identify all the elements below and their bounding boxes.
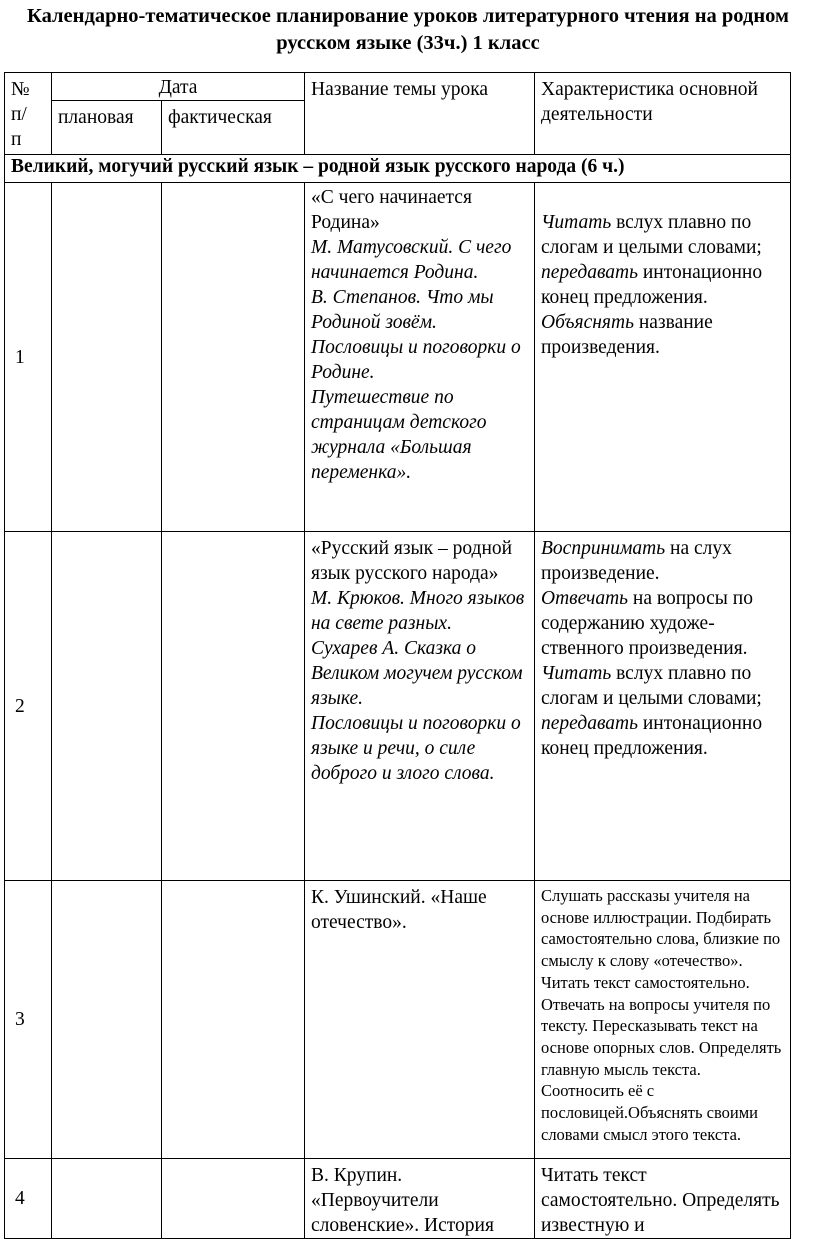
lesson-plan-table — [4, 72, 791, 1239]
document-title-line-1: Календарно-тематическое планирование уроков литературного чтения на родном — [27, 5, 789, 27]
row-actual-date — [162, 881, 305, 1159]
activity-text: название произведения. — [541, 312, 713, 358]
header-cell-date: Дата — [52, 73, 305, 101]
activity-text: вслух плавно по слогам и целыми словами; — [541, 663, 762, 709]
header-number-line-2: п/ — [11, 104, 27, 125]
header-number-line-1: № — [11, 79, 30, 100]
section-row — [5, 155, 791, 183]
row-activity: Слушать рассказы учителя на основе иллюстрации. Подбирать самостоятельно слова, близкие по смыслу к слову «отечество». Читать текст самостоятельно. Отвечать на вопросы учителя по тексту. Пересказывать текст на основе опорных слов. Определять главную мысль текста. Соотносить её с пословицей.Объяснять своими словами смысл этого текста. — [535, 881, 791, 1159]
topic-line: М. Крюков. Много языков на свете разных. — [311, 588, 525, 634]
topic-line: В. Крупин. «Первоучители словенские». История — [311, 1165, 494, 1236]
row-activity — [535, 532, 791, 881]
row-planned-date — [52, 183, 162, 532]
activity-verb: Читать — [541, 212, 612, 233]
activity-verb: Читать — [541, 663, 612, 684]
row-planned-date — [52, 532, 162, 881]
row-topic — [305, 532, 535, 881]
topic-line: М. Матусовский. С чего начинается Родина. — [311, 237, 512, 283]
row-topic — [305, 881, 535, 1159]
document-title-line-2: русском языке (33ч.) 1 класс — [276, 32, 540, 54]
row-activity — [535, 183, 791, 532]
row-topic — [305, 1159, 535, 1239]
activity-verb: Воспринимать — [541, 538, 666, 559]
document-title — [0, 3, 816, 57]
table-row — [5, 532, 791, 881]
row-planned-date — [52, 881, 162, 1159]
section-heading: Великий, могучий русский язык – родной язык русского народа (6 ч.) — [5, 155, 791, 183]
row-number: 4 — [5, 1159, 52, 1239]
row-number: 2 — [5, 532, 52, 881]
activity-verb: передавать — [541, 713, 638, 734]
header-cell-planned: плановая — [52, 101, 162, 155]
activity-verb: передавать — [541, 262, 638, 283]
topic-line: В. Степанов. Что мы Родиной зовём. — [311, 287, 494, 333]
activity-paragraph — [541, 661, 784, 761]
table-row — [5, 1159, 791, 1239]
activity-paragraph — [541, 536, 784, 586]
topic-line: К. Ушинский. «Наше отечество». — [311, 887, 487, 933]
activity-text: на вопросы по содержанию художе-ственного произведения. — [541, 588, 753, 659]
table-row — [5, 183, 791, 532]
header-cell-activity: Характеристика основной деятельности — [535, 73, 791, 155]
activity-verb: Отвечать — [541, 588, 629, 609]
header-cell-topic: Название темы урока — [305, 73, 535, 155]
topic-line: Пословицы и поговорки о языке и речи, о силе доброго и злого слова. — [311, 713, 521, 784]
table-header-row — [5, 73, 791, 101]
activity-paragraph — [541, 586, 784, 661]
topic-line: Сухарев А. Сказка о Великом могучем русском языке. — [311, 638, 523, 709]
activity-paragraph — [541, 310, 784, 360]
row-actual-date — [162, 183, 305, 532]
row-actual-date — [162, 532, 305, 881]
activity-paragraph — [541, 210, 784, 310]
row-activity: Читать текст самостоятельно. Определять известную и — [535, 1159, 791, 1239]
activity-text: интонационно конец предложения. — [541, 713, 763, 759]
row-planned-date — [52, 1159, 162, 1239]
header-cell-number — [5, 73, 52, 155]
activity-text: интонационно конец предложения. — [541, 262, 763, 308]
header-number-line-3: п — [11, 129, 22, 150]
activity-verb: Объяснять — [541, 312, 634, 333]
activity-text: вслух плавно по слогам и целыми словами; — [541, 212, 762, 258]
table-row — [5, 881, 791, 1159]
activity-text: на слух произведение. — [541, 538, 732, 584]
row-number: 3 — [5, 881, 52, 1159]
row-number: 1 — [5, 183, 52, 532]
topic-line: «Русский язык – родной язык русского народа» — [311, 538, 513, 584]
row-actual-date — [162, 1159, 305, 1239]
topic-line: «С чего начинается Родина» — [311, 187, 472, 233]
topic-line: Путешествие по страницам детского журнала «Большая переменка». — [311, 387, 487, 483]
row-topic — [305, 183, 535, 532]
topic-line: Пословицы и поговорки о Родине. — [311, 337, 521, 383]
header-cell-actual: фактическая — [162, 101, 305, 155]
